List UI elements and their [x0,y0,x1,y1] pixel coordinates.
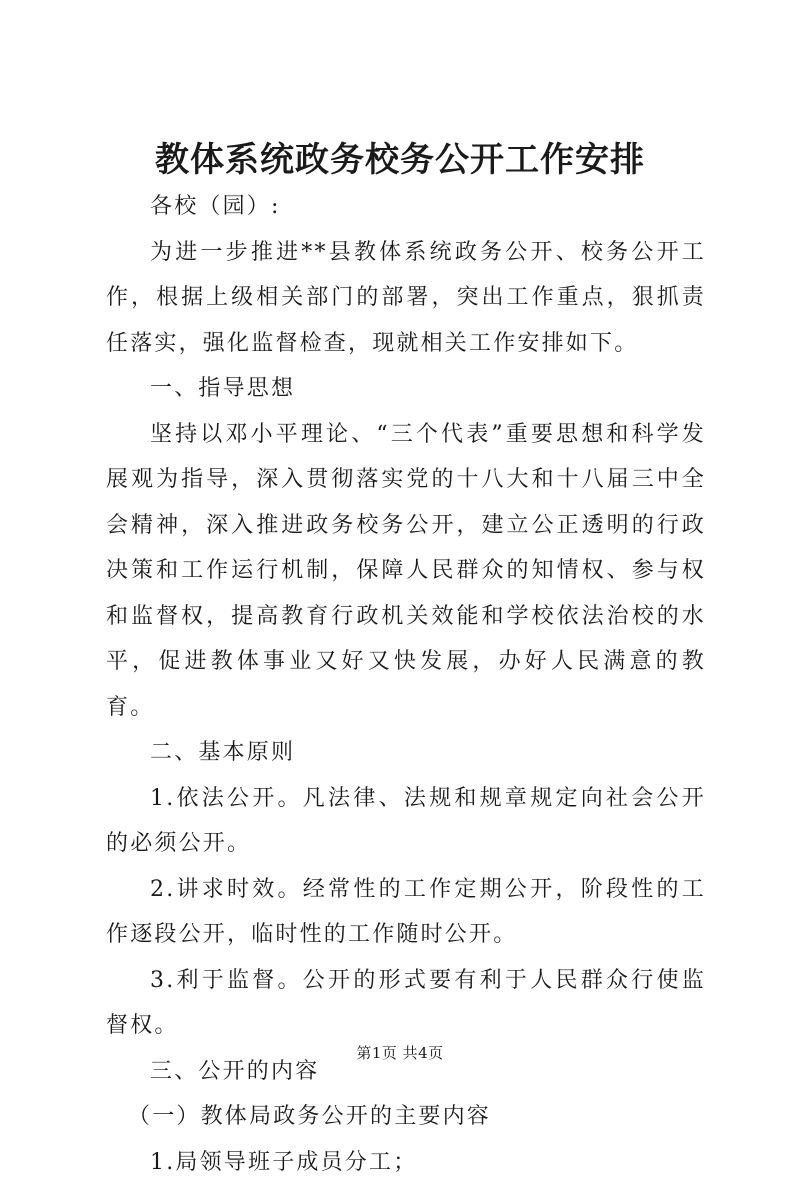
paragraph-guiding-thought: 坚持以邓小平理论、“三个代表”重要思想和科学发展观为指导，深入贯彻落实党的十八大和十八届三中全会精神，深入推进政务校务公开，建立公正透明的行政决策和工作运行机制，保障人民群众的知情权、参与权和监督权，提高教育行政机关效能和学校依法治校的水平，促进教体事业又好又快发展，办好人民满意的教育。 [106,412,706,731]
document-body [106,184,706,1185]
page-number-footer: 第1页 共4页 [0,1043,800,1063]
document-title: 教体系统政务校务公开工作安排 [0,138,800,182]
principle-item-3: 3.利于监督。公开的形式要有利于人民群众行使监督权。 [106,958,706,1049]
principle-item-1: 1.依法公开。凡法律、法规和规章规定向社会公开的必须公开。 [106,776,706,867]
heading-guiding-thought: 一、指导思想 [106,366,706,412]
subheading-bureau-content: （一）教体局政务公开的主要内容 [106,1094,706,1140]
heading-basic-principles: 二、基本原则 [106,730,706,776]
content-item-1: 1.局领导班子成员分工； [106,1140,706,1185]
salutation: 各校（园）: [106,184,706,230]
paragraph-intro: 为进一步推进**县教体系统政务公开、校务公开工作，根据上级相关部门的部署，突出工作重点，狠抓责任落实，强化监督检查，现就相关工作安排如下。 [106,230,706,367]
principle-item-2: 2.讲求时效。经常性的工作定期公开，阶段性的工作逐段公开，临时性的工作随时公开。 [106,867,706,958]
heading-disclosure-content: 三、公开的内容 [106,1049,706,1095]
